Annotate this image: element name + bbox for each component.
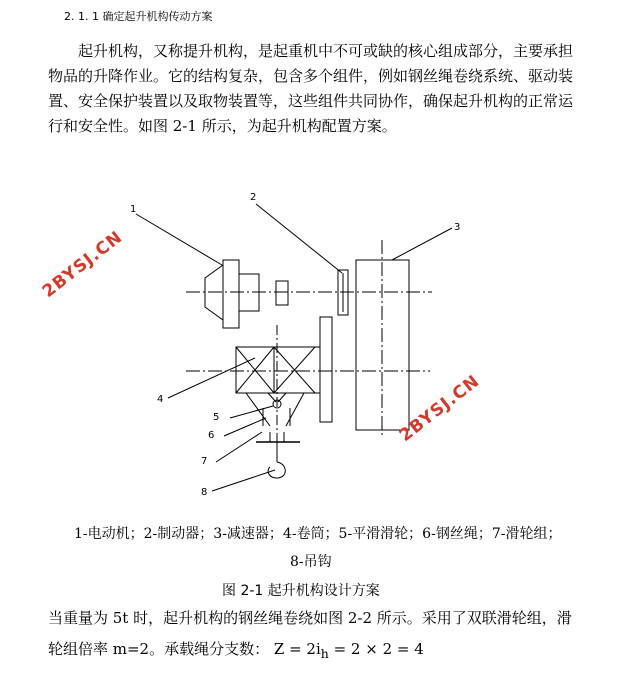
label-4: 4 <box>157 394 164 405</box>
hoist-mechanism-diagram <box>0 180 620 510</box>
intro-paragraph: 起升机构，又称提升机构，是起重机中不可或缺的核心组成部分，主要承担物品的升降作业。它的结构复杂，包含多个组件，例如钢丝绳卷绕系统、驱动装置、安全保护装置以及取物装置等，这些组件共同协作，确保起升机构的正常运行和安全性。如图 2-1 所示，为起升机构配置方案。 <box>48 42 574 135</box>
formula-line <box>48 637 578 666</box>
motor-body <box>223 260 239 328</box>
section-heading: 2. 1. 1 确定起升机构传动方案 <box>64 10 213 23</box>
legend-line-1: 1-电动机；2-制动器；3-减速器；4-卷筒；5-平滑滑轮；6-钢丝绳；7-滑轮组； <box>74 526 562 542</box>
load-paragraph: 当重量为 5t 时，起升机构的钢丝绳卷绕如图 2-2 所示。采用了双联滑轮组，滑 <box>48 609 572 627</box>
label-3: 3 <box>454 222 461 233</box>
label-8: 8 <box>201 487 208 498</box>
legend-line-2: 8-吊钩 <box>290 554 332 570</box>
label-5: 5 <box>213 412 220 423</box>
label-7: 7 <box>201 456 208 467</box>
label-1: 1 <box>130 204 137 215</box>
label-6: 6 <box>208 430 215 441</box>
label-2: 2 <box>250 192 257 203</box>
watermark-left: 2BYSJ.CN <box>38 227 127 302</box>
drum <box>236 347 320 393</box>
formula-subscript: h <box>320 646 329 661</box>
reducer-output-gear <box>320 317 332 422</box>
formula-result: = 2 × 2 = 4 <box>328 640 424 658</box>
formula-text: 轮组倍率 m=2。承载绳分支数： Z = 2i <box>48 640 321 658</box>
figure-caption: 图 2-1 起升机构设计方案 <box>222 583 380 599</box>
watermark-right: 2BYSJ.CN <box>395 371 484 446</box>
hook <box>268 462 285 478</box>
coupling <box>276 281 288 305</box>
